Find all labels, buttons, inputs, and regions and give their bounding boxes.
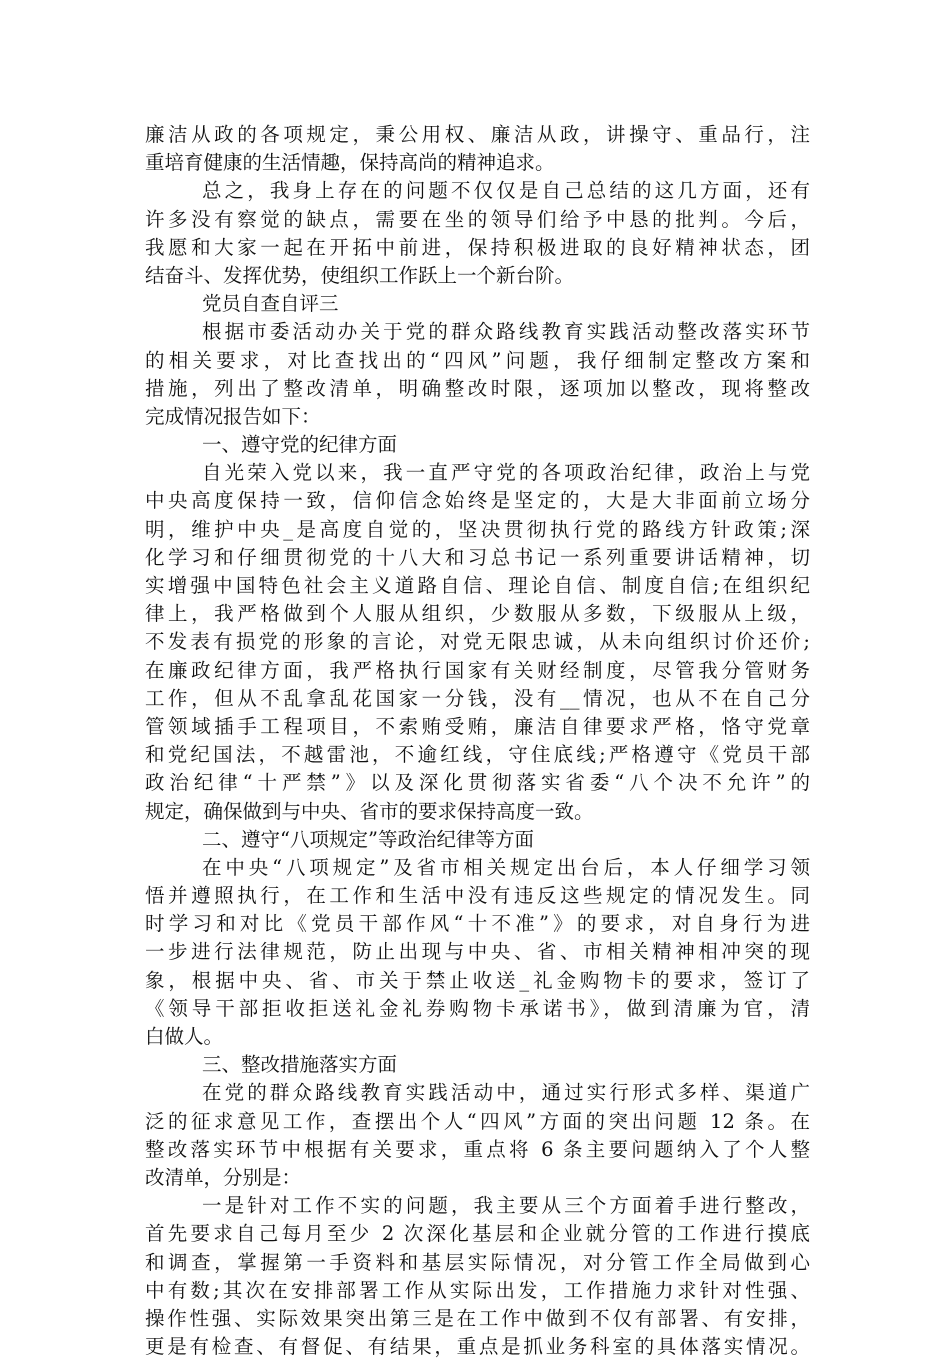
document-body [145, 121, 810, 1361]
text-line: 不发表有损党的形象的言论，对党无限忠诚，从未向组织讨价还价; [145, 630, 810, 654]
text-line: 白做人。 [145, 1025, 224, 1048]
text-line: 一步进行法律规范，防止出现与中央、省、市相关精神相冲突的现 [145, 940, 810, 964]
text-line: 化学习和仔细贯彻党的十八大和习总书记一系列重要讲话精神，切 [145, 545, 810, 569]
text-line: 中有数;其次在安排部署工作从实际出发，工作措施力求针对性强、 [145, 1278, 810, 1302]
text-line: 和调查，掌握第一手资料和基层实际情况，对分管工作全局做到心 [145, 1250, 810, 1274]
text-line: 许多没有察觉的缺点，需要在坐的领导们给予中恳的批判。今后， [145, 207, 810, 231]
text-line: 一、遵守党的纪律方面 [202, 433, 398, 457]
text-line: 结奋斗、发挥优势，使组织工作跃上一个新台阶。 [145, 263, 575, 287]
text-line: 和党纪国法，不越雷池，不逾红线，守住底线;严格遵守《党员干部 [145, 743, 810, 767]
text-line: 一是针对工作不实的问题，我主要从三个方面着手进行整改， [202, 1194, 810, 1218]
text-line: 《领导干部拒收拒送礼金礼券购物卡承诺书》，做到清廉为官，清 [145, 996, 810, 1020]
text-line: 泛的征求意见工作，查摆出个人“四风”方面的突出问题 12 条。在 [145, 1109, 810, 1133]
text-line: 自光荣入党以来，我一直严守党的各项政治纪律，政治上与党 [202, 461, 810, 485]
text-line: 完成情况报告如下： [145, 404, 321, 428]
text-line: 中央高度保持一致，信仰信念始终是坚定的，大是大非面前立场分 [145, 489, 810, 513]
text-line: 律上，我严格做到个人服从组织，少数服从多数，下级服从上级， [145, 602, 810, 626]
text-line: 规定，确保做到与中央、省市的要求保持高度一致。 [145, 799, 594, 823]
text-line: 我愿和大家一起在开拓中前进，保持积极进取的良好精神状态，团 [145, 235, 810, 259]
text-line: 整改落实环节中根据有关要求，重点将 6 条主要问题纳入了个人整 [145, 1137, 810, 1161]
text-line: 重培育健康的生活情趣，保持高尚的精神追求。 [145, 151, 555, 175]
text-line: 明，维护中央_是高度自觉的，坚决贯彻执行党的路线方针政策;深 [145, 517, 810, 541]
text-line: 总之，我身上存在的问题不仅仅是自己总结的这几方面，还有 [202, 179, 810, 203]
text-line: 在中央“八项规定”及省市相关规定出台后，本人仔细学习领 [202, 855, 810, 879]
text-line: 根据市委活动办关于党的群众路线教育实践活动整改落实环节 [202, 320, 810, 344]
text-line: 的相关要求，对比查找出的“四风”问题，我仔细制定整改方案和 [145, 348, 810, 372]
text-line: 三、整改措施落实方面 [202, 1053, 398, 1077]
text-line: 管领域插手工程项目，不索贿受贿，廉洁自律要求严格，恪守党章 [145, 714, 810, 738]
text-line: 在党的群众路线教育实践活动中，通过实行形式多样、渠道广 [202, 1081, 810, 1105]
text-line: 悟并遵照执行，在工作和生活中没有违反这些规定的情况发生。同 [145, 884, 810, 908]
text-line: 二、遵守“八项规定”等政治纪律等方面 [202, 827, 534, 851]
text-line: 更是有检查、有督促、有结果，重点是抓业务科室的具体落实情况。 [145, 1335, 810, 1359]
text-line: 时学习和对比《党员干部作风“十不准”》的要求，对自身行为进 [145, 912, 810, 936]
text-line: 首先要求自己每月至少 2 次深化基层和企业就分管的工作进行摸底 [145, 1222, 810, 1246]
text-line: 操作性强、实际效果突出第三是在工作中做到不仅有部署、有安排， [145, 1306, 810, 1330]
text-line: 措施，列出了整改清单，明确整改时限，逐项加以整改，现将整改 [145, 376, 810, 400]
text-line: 政治纪律“十严禁”》以及深化贯彻落实省委“八个决不允许”的 [145, 771, 810, 795]
text-line: 工作，但从不乱拿乱花国家一分钱，没有__情况，也从不在自己分 [145, 686, 810, 710]
text-line: 廉洁从政的各项规定，秉公用权、廉洁从政，讲操守、重品行，注 [145, 123, 810, 146]
text-line: 在廉政纪律方面，我严格执行国家有关财经制度，尽管我分管财务 [145, 658, 810, 682]
text-line: 党员自查自评三 [202, 292, 339, 316]
text-line: 改清单，分别是： [145, 1165, 302, 1189]
text-line: 实增强中国特色社会主义道路自信、理论自信、制度自信;在组织纪 [145, 574, 810, 597]
text-line: 象，根据中央、省、市关于禁止收送_礼金购物卡的要求，签订了 [145, 968, 810, 992]
